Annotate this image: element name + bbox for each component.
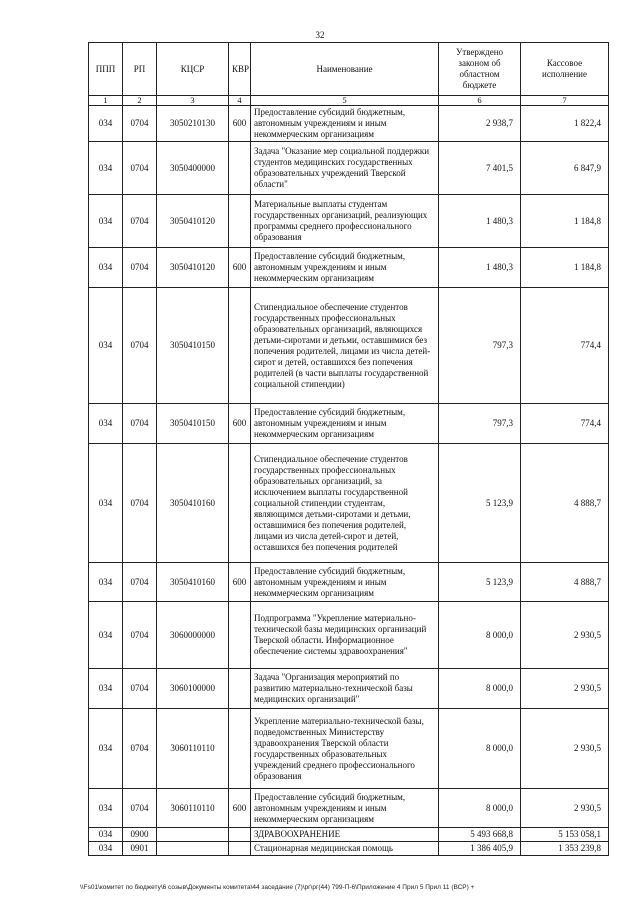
table-row [89, 789, 609, 828]
cell-kcsr: 3050410150 [157, 288, 229, 404]
cell-name: Предоставление субсидий бюджетным, автономным учреждениям и иным некоммерческим организациям [251, 789, 439, 828]
cell-executed: 4 888,7 [521, 444, 609, 563]
cell-ppp: 034 [89, 142, 123, 195]
cell-name: Предоставление субсидий бюджетным, автономным учреждениям и иным некоммерческим организациям [251, 248, 439, 288]
cell-ppp: 034 [89, 288, 123, 404]
cell-kvr: 600 [229, 248, 251, 288]
cell-kcsr: 3050410120 [157, 195, 229, 248]
table-row [89, 669, 609, 709]
cell-executed: 1 353 239,8 [521, 842, 609, 856]
cell-kcsr: 3050210130 [157, 106, 229, 142]
cell-kvr [229, 709, 251, 789]
cell-executed: 4 888,7 [521, 563, 609, 602]
cell-name: Стипендиальное обеспечение студентов государственных профессиональных образовательных организаций, являющихся детьми-сиротами и детьми, оставшимися без попечения родителей, лицами из числа детей-сирот и детей, оставшихся без попечения родителей (в части выплаты государственной социальной стипендии) [251, 288, 439, 404]
cell-approved: 797,3 [439, 404, 521, 444]
cell-kvr [229, 669, 251, 709]
cell-kvr [229, 142, 251, 195]
table-row [89, 602, 609, 669]
cell-kvr [229, 288, 251, 404]
table-row [89, 248, 609, 288]
cell-name: Укрепление материально-технической базы, подведомственных Министерству здравоохранения Тверской области государственных образовательных учреждений среднего профессионального образования [251, 709, 439, 789]
header-rp: РП [123, 43, 157, 96]
table-row [89, 563, 609, 602]
cell-rp: 0704 [123, 288, 157, 404]
column-number: 4 [229, 96, 251, 106]
cell-rp: 0704 [123, 404, 157, 444]
cell-approved: 797,3 [439, 288, 521, 404]
cell-kvr: 600 [229, 563, 251, 602]
cell-kcsr: 3060000000 [157, 602, 229, 669]
table-row [89, 288, 609, 404]
cell-kcsr: 3050410150 [157, 404, 229, 444]
cell-ppp: 034 [89, 828, 123, 842]
cell-name: Предоставление субсидий бюджетным, автономным учреждениям и иным некоммерческим организациям [251, 404, 439, 444]
cell-executed: 5 153 058,1 [521, 828, 609, 842]
column-number: 6 [439, 96, 521, 106]
table-row [89, 444, 609, 563]
cell-approved: 8 000,0 [439, 709, 521, 789]
cell-approved: 5 493 668,8 [439, 828, 521, 842]
cell-name: Подпрограмма "Укрепление материально-технической базы медицинских организаций Тверской области. Информационное обеспечение системы здравоохранения" [251, 602, 439, 669]
cell-kvr: 600 [229, 106, 251, 142]
cell-ppp: 034 [89, 404, 123, 444]
cell-ppp: 034 [89, 106, 123, 142]
cell-ppp: 034 [89, 444, 123, 563]
cell-approved: 1 480,3 [439, 248, 521, 288]
budget-table [88, 42, 609, 856]
cell-ppp: 034 [89, 248, 123, 288]
cell-approved: 8 000,0 [439, 789, 521, 828]
column-number: 1 [89, 96, 123, 106]
cell-kcsr: 3050400000 [157, 142, 229, 195]
cell-kvr: 600 [229, 789, 251, 828]
cell-name: ЗДРАВООХРАНЕНИЕ [251, 828, 439, 842]
cell-kcsr [157, 828, 229, 842]
cell-rp: 0704 [123, 602, 157, 669]
cell-kvr [229, 195, 251, 248]
cell-name: Материальные выплаты студентам государственных организаций, реализующих программы среднего профессионального образования [251, 195, 439, 248]
cell-rp: 0704 [123, 106, 157, 142]
cell-rp: 0900 [123, 828, 157, 842]
cell-kcsr: 3050410120 [157, 248, 229, 288]
cell-kvr: 600 [229, 404, 251, 444]
cell-rp: 0901 [123, 842, 157, 856]
cell-rp: 0704 [123, 195, 157, 248]
header-name: Наименование [251, 43, 439, 96]
table-row [89, 142, 609, 195]
header-kvr: КВР [229, 43, 251, 96]
header-ppp: ППП [89, 43, 123, 96]
cell-kvr [229, 842, 251, 856]
cell-executed: 774,4 [521, 288, 609, 404]
cell-rp: 0704 [123, 563, 157, 602]
cell-approved: 2 938,7 [439, 106, 521, 142]
cell-kvr [229, 602, 251, 669]
cell-ppp: 034 [89, 709, 123, 789]
cell-kcsr: 3060110110 [157, 709, 229, 789]
column-number: 2 [123, 96, 157, 106]
column-number: 5 [251, 96, 439, 106]
table-row [89, 195, 609, 248]
table-row [89, 709, 609, 789]
cell-kcsr [157, 842, 229, 856]
table-row [89, 842, 609, 856]
cell-name: Стационарная медицинская помощь [251, 842, 439, 856]
cell-approved: 8 000,0 [439, 669, 521, 709]
cell-kcsr: 3050410160 [157, 444, 229, 563]
header-kcsr: КЦСР [157, 43, 229, 96]
cell-approved: 5 123,9 [439, 444, 521, 563]
cell-approved: 8 000,0 [439, 602, 521, 669]
cell-ppp: 034 [89, 195, 123, 248]
cell-rp: 0704 [123, 669, 157, 709]
cell-name: Стипендиальное обеспечение студентов государственных профессиональных образовательных организаций, за исключением выплаты государственной социальной стипендии студентам, являющимся детьми-сиротами и детьми, оставшимися без попечения родителей, лицами из числа детей-сирот и детей, оставшихся без попечения родителей [251, 444, 439, 563]
cell-executed: 2 930,5 [521, 709, 609, 789]
cell-approved: 1 386 405,9 [439, 842, 521, 856]
cell-ppp: 034 [89, 789, 123, 828]
table-header-row [89, 43, 609, 96]
cell-rp: 0704 [123, 789, 157, 828]
cell-rp: 0704 [123, 248, 157, 288]
cell-rp: 0704 [123, 142, 157, 195]
cell-executed: 1 184,8 [521, 248, 609, 288]
cell-ppp: 034 [89, 563, 123, 602]
cell-executed: 6 847,9 [521, 142, 609, 195]
column-number: 3 [157, 96, 229, 106]
cell-name: Предоставление субсидий бюджетным, автономным учреждениям и иным некоммерческим организациям [251, 106, 439, 142]
cell-approved: 1 480,3 [439, 195, 521, 248]
cell-kvr [229, 828, 251, 842]
cell-ppp: 034 [89, 842, 123, 856]
cell-kcsr: 3050410160 [157, 563, 229, 602]
cell-name: Предоставление субсидий бюджетным, автономным учреждениям и иным некоммерческим организациям [251, 563, 439, 602]
column-number-row [89, 96, 609, 106]
header-approved: Утверждено законом об областном бюджете [439, 43, 521, 96]
cell-executed: 2 930,5 [521, 669, 609, 709]
page-number: 32 [315, 30, 325, 40]
column-number: 7 [521, 96, 609, 106]
cell-kvr [229, 444, 251, 563]
cell-kcsr: 3060100000 [157, 669, 229, 709]
cell-executed: 2 930,5 [521, 789, 609, 828]
cell-rp: 0704 [123, 709, 157, 789]
file-path-footer: \\Fs01\комитет по бюджету\6 созыв\Документы комитета\44 заседание (7)\рг\рг(44) 799-П-6\Приложение 4 Прил 5 Прил 11 (ВСР) + [80, 884, 475, 891]
cell-name: Задача "Организация мероприятий по развитию материально-технической базы медицинских организаций" [251, 669, 439, 709]
cell-approved: 7 401,5 [439, 142, 521, 195]
cell-approved: 5 123,9 [439, 563, 521, 602]
cell-name: Задача "Оказание мер социальной поддержки студентов медицинских государственных образовательных учреждений Тверской области" [251, 142, 439, 195]
header-executed: Кассовое исполнение [521, 43, 609, 96]
cell-ppp: 034 [89, 669, 123, 709]
cell-rp: 0704 [123, 444, 157, 563]
cell-executed: 1 822,4 [521, 106, 609, 142]
cell-executed: 1 184,8 [521, 195, 609, 248]
table-row [89, 828, 609, 842]
cell-executed: 774,4 [521, 404, 609, 444]
table-row [89, 404, 609, 444]
cell-ppp: 034 [89, 602, 123, 669]
cell-kcsr: 3060110110 [157, 789, 229, 828]
table-row [89, 106, 609, 142]
cell-executed: 2 930,5 [521, 602, 609, 669]
